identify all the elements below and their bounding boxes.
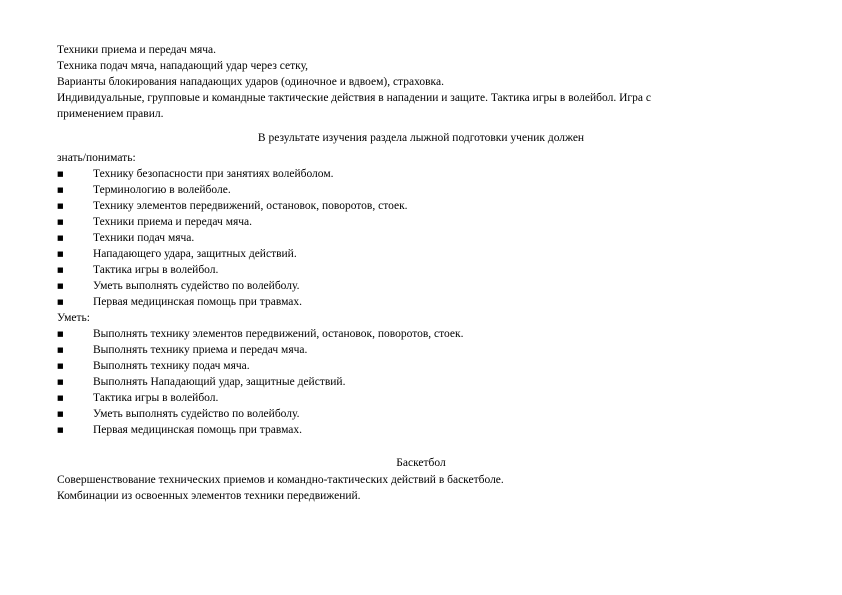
bullet-icon: ■ (57, 410, 64, 418)
able-item: ■ Выполнять технику элементов передвижений, остановок, поворотов, стоек. (57, 328, 464, 340)
result-heading: В результате изучения раздела лыжной подготовки ученик должен (257, 132, 585, 144)
bullet-icon: ■ (57, 234, 64, 242)
bullet-icon: ■ (57, 378, 64, 386)
basketball-line: Комбинации из освоенных элементов техники передвижений. (57, 490, 361, 502)
bullet-icon: ■ (57, 330, 64, 338)
know-item: ■ Технику элементов передвижений, остановок, поворотов, стоек. (57, 200, 408, 212)
able-item: ■ Первая медицинская помощь при травмах. (57, 424, 302, 436)
bullet-icon: ■ (57, 426, 64, 434)
basketball-heading: Баскетбол (396, 457, 446, 469)
bullet-icon: ■ (57, 298, 64, 306)
know-item: ■ Тактика игры в волейбол. (57, 264, 219, 276)
able-item: ■ Выполнять технику приема и передач мяча. (57, 344, 308, 356)
bullet-icon: ■ (57, 202, 64, 210)
bullet-icon: ■ (57, 170, 64, 178)
know-item: ■ Первая медицинская помощь при травмах. (57, 296, 302, 308)
bullet-icon: ■ (57, 186, 64, 194)
basketball-line: Совершенствование технических приемов и командно-тактических действий в баскетболе. (57, 474, 504, 486)
bullet-icon: ■ (57, 394, 64, 402)
know-item: ■ Нападающего удара, защитных действий. (57, 248, 297, 260)
able-item: ■ Выполнять технику подач мяча. (57, 360, 250, 372)
able-item: ■ Выполнять Нападающий удар, защитные действий. (57, 376, 346, 388)
intro-line: Техники приема и передач мяча. (57, 44, 217, 56)
intro-line: Техника подач мяча, нападающий удар через сетку, (57, 60, 309, 72)
know-item: ■ Технику безопасности при занятиях волейболом. (57, 168, 334, 180)
know-item: ■ Терминологию в волейболе. (57, 184, 231, 196)
know-item: ■ Техники приема и передач мяча. (57, 216, 253, 228)
know-item: ■ Уметь выполнять судейство по волейболу. (57, 280, 300, 292)
know-item: ■ Техники подач мяча. (57, 232, 195, 244)
intro-line: применением правил. (57, 108, 164, 120)
intro-line: Варианты блокирования нападающих ударов (одиночное и вдвоем), страховка. (57, 76, 444, 88)
able-item: ■ Уметь выполнять судейство по волейболу. (57, 408, 300, 420)
know-label: знать/понимать: (57, 152, 136, 164)
bullet-icon: ■ (57, 362, 64, 370)
intro-line: Индивидуальные, групповые и командные тактические действия в нападении и защите. Тактика игры в волейбол. Игра с (57, 92, 651, 104)
able-label: Уметь: (57, 312, 90, 324)
bullet-icon: ■ (57, 346, 64, 354)
able-item: ■ Тактика игры в волейбол. (57, 392, 219, 404)
bullet-icon: ■ (57, 282, 64, 290)
bullet-icon: ■ (57, 266, 64, 274)
bullet-icon: ■ (57, 218, 64, 226)
bullet-icon: ■ (57, 250, 64, 258)
